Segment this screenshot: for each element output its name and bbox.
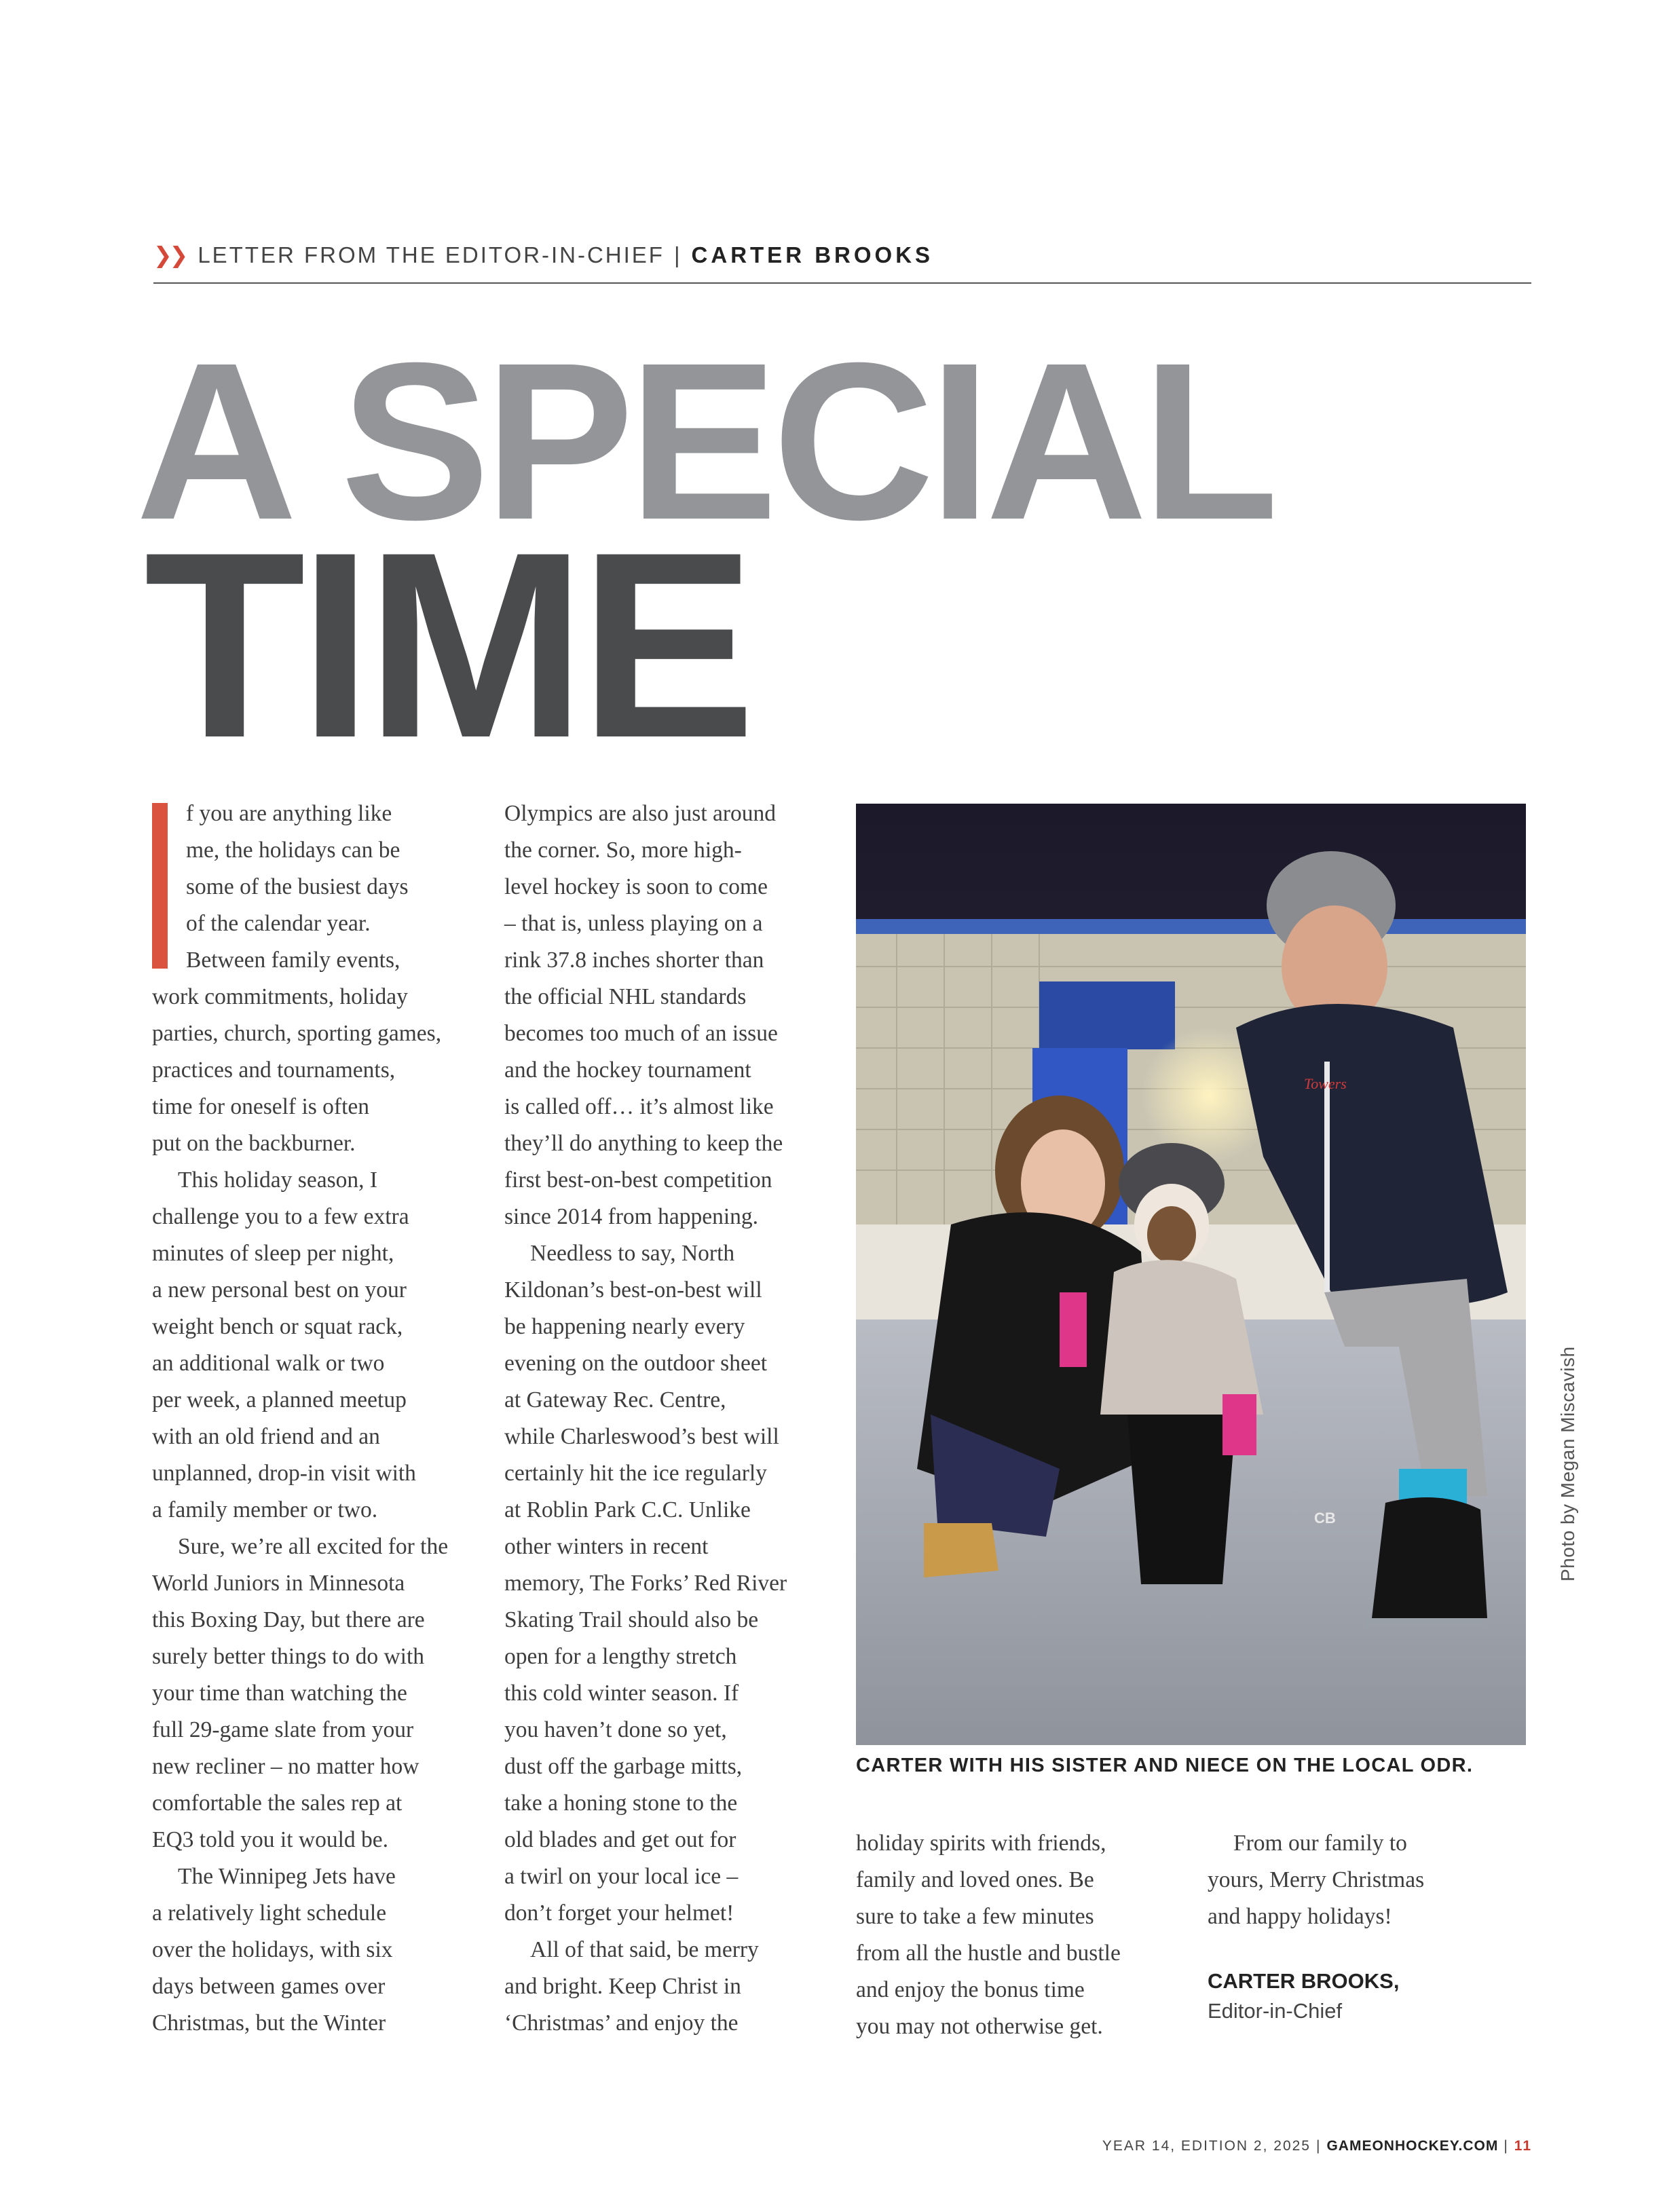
text-line: rink 37.8 inches shorter than [504,948,764,973]
article-column-3 [856,1825,1182,2045]
text-line: at Gateway Rec. Centre, [504,1387,726,1412]
text-line: the corner. So, more high- [504,838,742,863]
text-line: Between family events, [186,948,400,973]
article-column-1 [152,796,485,2042]
footer-edition: YEAR 14, EDITION 2, 2025 [1102,2138,1311,2154]
text-line: a twirl on your local ice – [504,1864,739,1889]
text-line: Kildonan’s best-on-best will [504,1277,762,1303]
text-line: an additional walk or two [152,1351,385,1376]
headline-line-2: TIME [144,497,749,793]
text-line: The Winnipeg Jets have [178,1864,396,1889]
text-line: practices and tournaments, [152,1058,396,1083]
text-line: – that is, unless playing on a [504,911,763,936]
text-line: the official NHL standards [504,984,747,1009]
text-line: f you are anything like [186,801,392,826]
text-line: and enjoy the bonus time [856,1977,1085,2002]
text-line: this Boxing Day, but there are [152,1607,425,1632]
headline-line-1: A SPECIAL [136,316,1273,566]
text-line: you haven’t done so yet, [504,1717,727,1742]
helmet-text: CB [1314,1510,1336,1527]
text-line: becomes too much of an issue [504,1021,778,1046]
text-line: be happening nearly every [504,1314,745,1339]
text-line: of the calendar year. [186,911,371,936]
text-line: at Roblin Park C.C. Unlike [504,1497,751,1522]
text-line: me, the holidays can be [186,838,400,863]
text-line: Sure, we’re all excited for the [178,1534,449,1559]
text-line: other winters in recent [504,1534,709,1559]
footer-site-link[interactable]: GAMEONHOCKEY.COM [1326,2138,1499,2154]
text-line: a relatively light schedule [152,1901,387,1926]
text-line: World Juniors in Minnesota [152,1571,405,1596]
text-line: EQ3 told you it would be. [152,1827,389,1852]
text-line: time for oneself is often [152,1094,370,1119]
text-line: ‘Christmas’ and enjoy the [504,2010,739,2036]
header-author: CARTER BROOKS [691,242,934,267]
text-line: certainly hit the ice regularly [504,1461,767,1486]
dropcap-paragraph-lines [152,796,485,979]
text-line: your time than watching the [152,1681,407,1706]
text-line: is called off… it’s almost like [504,1094,774,1119]
text-line: work commitments, holiday [152,984,408,1009]
text-line: take a honing stone to the [504,1791,738,1816]
text-line: and happy holidays! [1208,1904,1392,1929]
text-line: memory, The Forks’ Red River [504,1571,787,1596]
section-label: LETTER FROM THE EDITOR-IN-CHIEF [198,242,665,267]
text-line: first best-on-best competition [504,1167,772,1193]
text-line: yours, Merry Christmas [1208,1867,1425,1892]
text-line: and bright. Keep Christ in [504,1974,741,1999]
jacket-logo-text: Towers [1304,1075,1347,1092]
text-line: From our family to [1233,1831,1407,1856]
double-chevron-icon: ❯❯ [153,242,186,267]
text-line: parties, church, sporting games, [152,1021,442,1046]
text-line: you may not otherwise get. [856,2014,1103,2039]
text-line: with an old friend and an [152,1424,380,1449]
text-line: Olympics are also just around [504,801,777,826]
signature-title: Editor-in-Chief [1208,1999,1343,2023]
text-line: This holiday season, I [178,1167,378,1193]
text-line: family and loved ones. Be [856,1867,1094,1892]
text-line: since 2014 from happening. [504,1204,758,1229]
text-line: old blades and get out for [504,1827,736,1852]
text-line: minutes of sleep per night, [152,1241,394,1266]
text-line: put on the backburner. [152,1131,356,1156]
text-line: surely better things to do with [152,1644,425,1669]
header-rule [153,282,1531,284]
text-line: while Charleswood’s best will [504,1424,779,1449]
footer-separator: | [1316,2138,1322,2154]
text-line: Skating Trail should also be [504,1607,759,1632]
text-line: evening on the outdoor sheet [504,1351,768,1376]
text-line: this cold winter season. If [504,1681,739,1706]
photo-credit: Photo by Megan Miscavish [1557,1346,1578,1582]
text-line: holiday spirits with friends, [856,1831,1106,1856]
photo-caption: CARTER WITH HIS SISTER AND NIECE ON THE LOCAL ODR. [856,1755,1474,1776]
text-line: Needless to say, North [530,1241,735,1266]
text-line: open for a lengthy stretch [504,1644,737,1669]
article-column-4 [1208,1825,1520,2026]
text-line: don’t forget your helmet! [504,1901,734,1926]
article-column-2 [504,796,837,2042]
text-line: level hockey is soon to come [504,874,768,899]
text-line: and the hockey tournament [504,1058,751,1083]
text-line: dust off the garbage mitts, [504,1754,743,1779]
text-line: over the holidays, with six [152,1937,393,1962]
text-line: Christmas, but the Winter [152,2010,386,2036]
text-line: sure to take a few minutes [856,1904,1094,1929]
text-line: challenge you to a few extra [152,1204,409,1229]
section-header [153,242,1531,268]
signature-name: CARTER BROOKS, [1208,1969,1400,1993]
text-line: comfortable the sales rep at [152,1791,403,1816]
text-line: from all the hustle and bustle [856,1941,1121,1966]
header-separator: | [673,242,682,267]
feature-photo [856,804,1526,1745]
text-line: they’ll do anything to keep the [504,1131,783,1156]
text-line: days between games over [152,1974,386,1999]
page-footer [1102,2138,1532,2154]
text-line: All of that said, be merry [530,1937,759,1962]
text-line: new recliner – no matter how [152,1754,419,1779]
text-line: some of the busiest days [186,874,409,899]
text-line: a family member or two. [152,1497,378,1522]
text-line: unplanned, drop-in visit with [152,1461,416,1486]
footer-separator: | [1504,2138,1509,2154]
page-number: 11 [1514,2138,1532,2154]
text-line: full 29-game slate from your [152,1717,414,1742]
text-line: per week, a planned meetup [152,1387,407,1412]
text-line: weight bench or squat rack, [152,1314,403,1339]
text-line: a new personal best on your [152,1277,407,1303]
